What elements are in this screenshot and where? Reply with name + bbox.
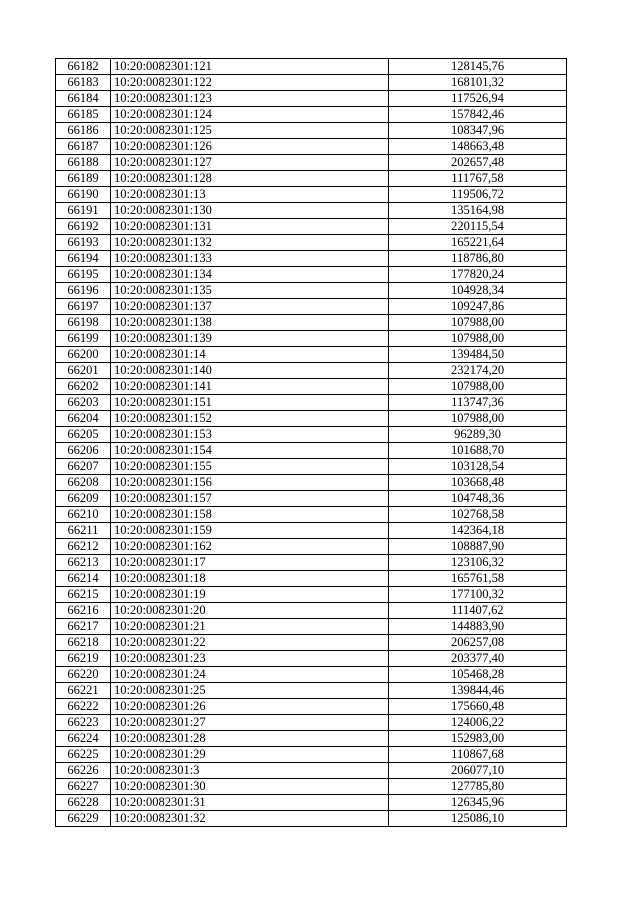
cadastral-number-cell: 10:20:0082301:26 [111, 699, 389, 715]
row-number-cell: 66228 [56, 795, 111, 811]
cadastral-number-cell: 10:20:0082301:124 [111, 107, 389, 123]
cadastral-number-cell: 10:20:0082301:157 [111, 491, 389, 507]
row-number-cell: 66212 [56, 539, 111, 555]
cadastral-number-cell: 10:20:0082301:126 [111, 139, 389, 155]
table-row [56, 315, 567, 331]
cadastral-number-cell: 10:20:0082301:151 [111, 395, 389, 411]
cadastral-value-cell: 157842,46 [389, 107, 567, 123]
table-row [56, 203, 567, 219]
row-number-cell: 66209 [56, 491, 111, 507]
table-row [56, 779, 567, 795]
row-number-cell: 66221 [56, 683, 111, 699]
table-row [56, 331, 567, 347]
cadastral-value-cell: 206257,08 [389, 635, 567, 651]
cadastral-value-cell: 111767,58 [389, 171, 567, 187]
cadastral-number-cell: 10:20:0082301:162 [111, 539, 389, 555]
cadastral-number-cell: 10:20:0082301:32 [111, 811, 389, 827]
table-row [56, 795, 567, 811]
cadastral-value-cell: 152983,00 [389, 731, 567, 747]
cadastral-number-cell: 10:20:0082301:21 [111, 619, 389, 635]
table-row [56, 91, 567, 107]
cadastral-number-cell: 10:20:0082301:159 [111, 523, 389, 539]
cadastral-value-cell: 127785,80 [389, 779, 567, 795]
row-number-cell: 66201 [56, 363, 111, 379]
row-number-cell: 66191 [56, 203, 111, 219]
row-number-cell: 66188 [56, 155, 111, 171]
cadastral-value-cell: 110867,68 [389, 747, 567, 763]
cadastral-value-cell: 124006,22 [389, 715, 567, 731]
row-number-cell: 66207 [56, 459, 111, 475]
cadastral-number-cell: 10:20:0082301:122 [111, 75, 389, 91]
table-row [56, 507, 567, 523]
table-row [56, 619, 567, 635]
row-number-cell: 66229 [56, 811, 111, 827]
cadastral-value-cell: 117526,94 [389, 91, 567, 107]
row-number-cell: 66199 [56, 331, 111, 347]
cadastral-number-cell: 10:20:0082301:31 [111, 795, 389, 811]
cadastral-number-cell: 10:20:0082301:139 [111, 331, 389, 347]
cadastral-number-cell: 10:20:0082301:30 [111, 779, 389, 795]
row-number-cell: 66200 [56, 347, 111, 363]
cadastral-value-cell: 119506,72 [389, 187, 567, 203]
table-row [56, 379, 567, 395]
cadastral-value-cell: 109247,86 [389, 299, 567, 315]
cadastral-value-cell: 118786,80 [389, 251, 567, 267]
cadastral-value-cell: 102768,58 [389, 507, 567, 523]
row-number-cell: 66218 [56, 635, 111, 651]
cadastral-value-cell: 206077,10 [389, 763, 567, 779]
table-row [56, 363, 567, 379]
table-row [56, 251, 567, 267]
row-number-cell: 66196 [56, 283, 111, 299]
cadastral-value-cell: 111407,62 [389, 603, 567, 619]
cadastral-value-cell: 165761,58 [389, 571, 567, 587]
cadastral-value-cell: 103128,54 [389, 459, 567, 475]
table-row [56, 459, 567, 475]
cadastral-number-cell: 10:20:0082301:14 [111, 347, 389, 363]
cadastral-number-cell: 10:20:0082301:133 [111, 251, 389, 267]
table-row [56, 731, 567, 747]
row-number-cell: 66187 [56, 139, 111, 155]
cadastral-value-cell: 139844,46 [389, 683, 567, 699]
cadastral-number-cell: 10:20:0082301:127 [111, 155, 389, 171]
row-number-cell: 66183 [56, 75, 111, 91]
cadastral-value-cell: 139484,50 [389, 347, 567, 363]
cadastral-value-cell: 123106,32 [389, 555, 567, 571]
row-number-cell: 66224 [56, 731, 111, 747]
row-number-cell: 66190 [56, 187, 111, 203]
table-row [56, 699, 567, 715]
table-row [56, 667, 567, 683]
cadastral-value-cell: 220115,54 [389, 219, 567, 235]
table-row [56, 75, 567, 91]
cadastral-value-cell: 177100,32 [389, 587, 567, 603]
row-number-cell: 66189 [56, 171, 111, 187]
row-number-cell: 66192 [56, 219, 111, 235]
cadastral-number-cell: 10:20:0082301:25 [111, 683, 389, 699]
cadastral-value-cell: 107988,00 [389, 331, 567, 347]
cadastral-value-cell: 203377,40 [389, 651, 567, 667]
cadastral-value-cell: 101688,70 [389, 443, 567, 459]
row-number-cell: 66197 [56, 299, 111, 315]
table-row [56, 747, 567, 763]
cadastral-value-cell: 168101,32 [389, 75, 567, 91]
row-number-cell: 66213 [56, 555, 111, 571]
row-number-cell: 66184 [56, 91, 111, 107]
table-row [56, 411, 567, 427]
row-number-cell: 66193 [56, 235, 111, 251]
row-number-cell: 66225 [56, 747, 111, 763]
row-number-cell: 66214 [56, 571, 111, 587]
cadastral-value-cell: 96289,30 [389, 427, 567, 443]
cadastral-value-cell: 128145,76 [389, 59, 567, 75]
cadastral-number-cell: 10:20:0082301:158 [111, 507, 389, 523]
cadastral-value-cell: 232174,20 [389, 363, 567, 379]
cadastral-value-cell: 113747,36 [389, 395, 567, 411]
cadastral-value-cell: 104748,36 [389, 491, 567, 507]
row-number-cell: 66208 [56, 475, 111, 491]
cadastral-value-cell: 144883,90 [389, 619, 567, 635]
cadastral-number-cell: 10:20:0082301:152 [111, 411, 389, 427]
cadastral-value-cell: 104928,34 [389, 283, 567, 299]
registry-table [55, 58, 567, 827]
cadastral-number-cell: 10:20:0082301:13 [111, 187, 389, 203]
cadastral-value-cell: 103668,48 [389, 475, 567, 491]
row-number-cell: 66185 [56, 107, 111, 123]
row-number-cell: 66227 [56, 779, 111, 795]
cadastral-number-cell: 10:20:0082301:153 [111, 427, 389, 443]
cadastral-number-cell: 10:20:0082301:121 [111, 59, 389, 75]
table-row [56, 427, 567, 443]
table-row [56, 683, 567, 699]
table-row [56, 155, 567, 171]
row-number-cell: 66219 [56, 651, 111, 667]
cadastral-number-cell: 10:20:0082301:137 [111, 299, 389, 315]
cadastral-number-cell: 10:20:0082301:23 [111, 651, 389, 667]
cadastral-number-cell: 10:20:0082301:140 [111, 363, 389, 379]
cadastral-number-cell: 10:20:0082301:27 [111, 715, 389, 731]
row-number-cell: 66202 [56, 379, 111, 395]
cadastral-value-cell: 142364,18 [389, 523, 567, 539]
row-number-cell: 66222 [56, 699, 111, 715]
row-number-cell: 66211 [56, 523, 111, 539]
cadastral-value-cell: 135164,98 [389, 203, 567, 219]
row-number-cell: 66206 [56, 443, 111, 459]
cadastral-number-cell: 10:20:0082301:128 [111, 171, 389, 187]
table-row [56, 187, 567, 203]
row-number-cell: 66226 [56, 763, 111, 779]
cadastral-number-cell: 10:20:0082301:131 [111, 219, 389, 235]
cadastral-value-cell: 108887,90 [389, 539, 567, 555]
cadastral-number-cell: 10:20:0082301:135 [111, 283, 389, 299]
cadastral-value-cell: 202657,48 [389, 155, 567, 171]
table-row [56, 347, 567, 363]
row-number-cell: 66204 [56, 411, 111, 427]
cadastral-number-cell: 10:20:0082301:28 [111, 731, 389, 747]
cadastral-value-cell: 108347,96 [389, 123, 567, 139]
table-row [56, 59, 567, 75]
table-row [56, 539, 567, 555]
table-row [56, 571, 567, 587]
table-row [56, 107, 567, 123]
row-number-cell: 66205 [56, 427, 111, 443]
table-row [56, 139, 567, 155]
cadastral-number-cell: 10:20:0082301:132 [111, 235, 389, 251]
cadastral-number-cell: 10:20:0082301:134 [111, 267, 389, 283]
table-row [56, 299, 567, 315]
cadastral-number-cell: 10:20:0082301:19 [111, 587, 389, 603]
cadastral-value-cell: 126345,96 [389, 795, 567, 811]
table-row [56, 523, 567, 539]
table-row [56, 587, 567, 603]
row-number-cell: 66216 [56, 603, 111, 619]
cadastral-value-cell: 125086,10 [389, 811, 567, 827]
table-row [56, 235, 567, 251]
cadastral-value-cell: 175660,48 [389, 699, 567, 715]
cadastral-number-cell: 10:20:0082301:125 [111, 123, 389, 139]
row-number-cell: 66203 [56, 395, 111, 411]
table-row [56, 267, 567, 283]
table-row [56, 475, 567, 491]
table-row [56, 635, 567, 651]
table-row [56, 219, 567, 235]
row-number-cell: 66186 [56, 123, 111, 139]
cadastral-value-cell: 177820,24 [389, 267, 567, 283]
row-number-cell: 66182 [56, 59, 111, 75]
cadastral-number-cell: 10:20:0082301:123 [111, 91, 389, 107]
cadastral-number-cell: 10:20:0082301:18 [111, 571, 389, 587]
table-row [56, 123, 567, 139]
row-number-cell: 66215 [56, 587, 111, 603]
table-row [56, 171, 567, 187]
cadastral-number-cell: 10:20:0082301:3 [111, 763, 389, 779]
row-number-cell: 66194 [56, 251, 111, 267]
table-row [56, 651, 567, 667]
cadastral-number-cell: 10:20:0082301:154 [111, 443, 389, 459]
cadastral-number-cell: 10:20:0082301:156 [111, 475, 389, 491]
cadastral-number-cell: 10:20:0082301:138 [111, 315, 389, 331]
cadastral-number-cell: 10:20:0082301:141 [111, 379, 389, 395]
cadastral-value-cell: 105468,28 [389, 667, 567, 683]
row-number-cell: 66220 [56, 667, 111, 683]
row-number-cell: 66223 [56, 715, 111, 731]
cadastral-value-cell: 165221,64 [389, 235, 567, 251]
table-row [56, 555, 567, 571]
cadastral-value-cell: 107988,00 [389, 411, 567, 427]
cadastral-number-cell: 10:20:0082301:155 [111, 459, 389, 475]
cadastral-number-cell: 10:20:0082301:24 [111, 667, 389, 683]
table-row [56, 283, 567, 299]
cadastral-value-cell: 107988,00 [389, 315, 567, 331]
cadastral-value-cell: 107988,00 [389, 379, 567, 395]
table-row [56, 603, 567, 619]
table-row [56, 811, 567, 827]
cadastral-value-cell: 148663,48 [389, 139, 567, 155]
cadastral-number-cell: 10:20:0082301:22 [111, 635, 389, 651]
row-number-cell: 66210 [56, 507, 111, 523]
cadastral-number-cell: 10:20:0082301:130 [111, 203, 389, 219]
table-row [56, 491, 567, 507]
table-row [56, 715, 567, 731]
row-number-cell: 66195 [56, 267, 111, 283]
registry-table-body [56, 59, 567, 827]
row-number-cell: 66217 [56, 619, 111, 635]
row-number-cell: 66198 [56, 315, 111, 331]
cadastral-number-cell: 10:20:0082301:29 [111, 747, 389, 763]
table-row [56, 763, 567, 779]
cadastral-number-cell: 10:20:0082301:17 [111, 555, 389, 571]
cadastral-number-cell: 10:20:0082301:20 [111, 603, 389, 619]
table-row [56, 395, 567, 411]
table-row [56, 443, 567, 459]
